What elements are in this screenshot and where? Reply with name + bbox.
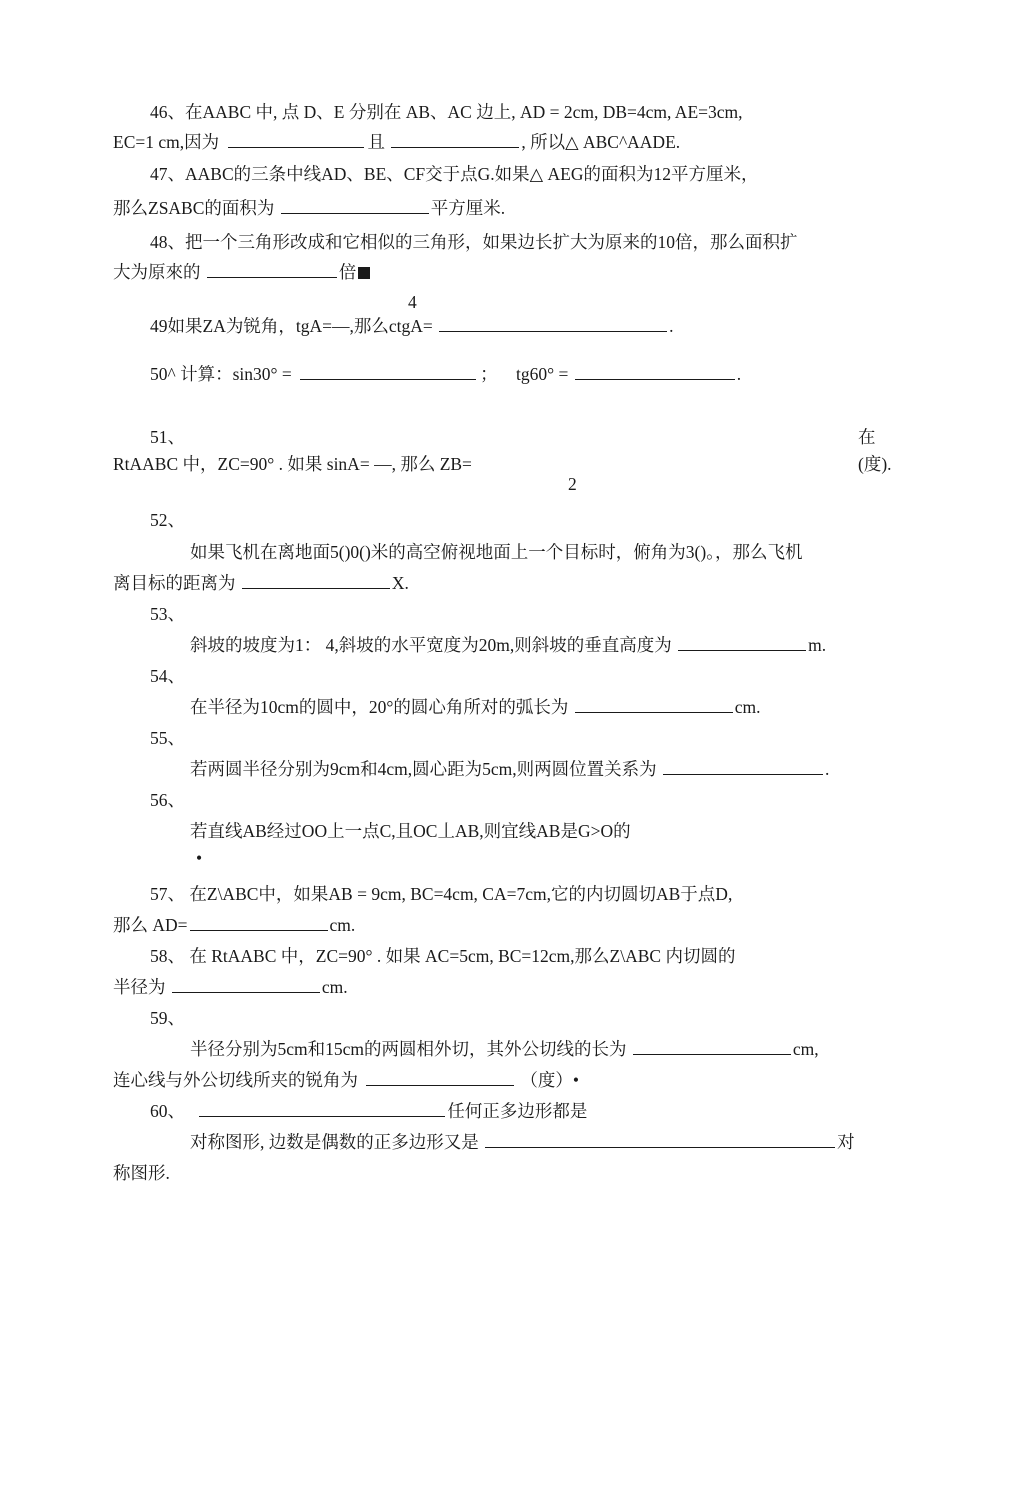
q49-text-b: . (669, 316, 674, 336)
black-square-mark (358, 267, 370, 279)
q48-line1: 48、把一个三角形改成和它相似的三角形，如果边长扩大为原来的10倍，那么面积扩 (150, 232, 798, 252)
q46-line2 (113, 130, 680, 154)
q58-line2 (113, 975, 348, 999)
q49-fraction-numerator: 4 (408, 292, 417, 312)
q54-text-b: cm. (734, 697, 761, 717)
q55-text-a: 若两圆半径分别为9cm和4cm,圆心距为5cm,则两圆位置关系为 (190, 759, 657, 779)
q51-right-text-2: (度). (858, 454, 892, 474)
q60-line2-text-b: 对 (837, 1132, 855, 1152)
q54-line (190, 695, 761, 719)
q49-line (150, 314, 673, 338)
q60-line3: 称图形. (113, 1163, 170, 1183)
q50-blank-tg60[interactable] (575, 363, 735, 380)
q59-blank-tangent-length[interactable] (633, 1038, 791, 1055)
q57-line2 (113, 913, 355, 937)
q58-line2-text-b: cm. (321, 977, 348, 997)
q50-text-b: ； (480, 364, 498, 384)
q48-line2-text-a: 大为原來的 (113, 262, 201, 282)
q47-line2 (113, 196, 505, 220)
q54-text-a: 在半径为10cm的圆中，20°的圆心角所对的弧长为 (190, 697, 569, 717)
q55-line (190, 757, 829, 781)
q57-line1: 57、 在Z\ABC中，如果AB = 9cm, BC=4cm, CA=7cm,它的内切圆切AB于点D, (150, 884, 733, 904)
q51-number: 51、 (150, 427, 185, 447)
q59-line1-text-a: 半径分别为5cm和15cm的两圆相外切，其外公切线的长为 (190, 1039, 627, 1059)
q56-line: 若直线AB经过OO上一点C,且OC丄AB,则宜线AB是G>O的 (190, 821, 631, 841)
q59-blank-angle[interactable] (366, 1069, 514, 1086)
q47-blank[interactable] (281, 197, 429, 214)
q60-blank-2[interactable] (485, 1131, 835, 1148)
q52-blank[interactable] (242, 572, 390, 589)
q52-number: 52、 (150, 510, 185, 530)
q52-line1: 如果飞机在离地面5()0()米的高空俯视地面上一个目标时，俯角为3()。，那么飞机 (190, 542, 803, 562)
q53-text-b: m. (808, 635, 827, 655)
q47-line2-text-a: 那么ZSABC的面积为 (113, 198, 275, 218)
q59-line1-text-b: cm, (792, 1039, 819, 1059)
q57-line2-text-a: 那么 AD= (113, 915, 188, 935)
q51-right-text-1: 在 (858, 427, 876, 447)
q48-line2 (113, 260, 370, 284)
q51-body: RtAABC 中，ZC=90° . 如果 sinA= —, 那么 ZB= (113, 454, 472, 474)
q47-line1: 47、AABC的三条中线AD、BE、CF交于点G.如果△ AEG的面积为12平方厘米， (150, 164, 759, 184)
q58-blank[interactable] (172, 976, 320, 993)
q53-line (190, 633, 826, 657)
q48-line2-text-b: 倍 (338, 262, 357, 282)
q59-line2-text-b: （度）• (520, 1070, 580, 1090)
q53-blank[interactable] (678, 634, 806, 651)
q49-blank[interactable] (439, 315, 667, 332)
q55-blank[interactable] (663, 758, 823, 775)
q58-line1: 58、 在 RtAABC 中，ZC=90° . 如果 AC=5cm, BC=12cm,那么Z\ABC 内切圆的 (150, 946, 736, 966)
q60-blank-1[interactable] (199, 1100, 445, 1117)
q50-text-d: . (736, 364, 742, 384)
q59-number: 59、 (150, 1008, 185, 1028)
q53-text-a: 斜坡的坡度为1： 4,斜坡的水平宽度为20m,则斜坡的垂直高度为 (190, 635, 672, 655)
q59-line2 (113, 1068, 579, 1092)
q46-line1: 46、在AABC 中, 点 D、E 分别在 AB、AC 边上, AD = 2cm, DB=4cm, AE=3cm, (150, 102, 743, 122)
q58-line2-text-a: 半径为 (113, 977, 166, 997)
q50-line (150, 362, 741, 386)
q60-line1-text-b: 任何正多边形都是 (447, 1101, 588, 1121)
q46-blank-1[interactable] (228, 131, 364, 148)
q55-text-b: . (825, 759, 830, 779)
q57-blank[interactable] (190, 914, 328, 931)
q59-line2-text-a: 连心线与外公切线所夹的锐角为 (113, 1070, 358, 1090)
q52-line2-text-b: X. (391, 573, 409, 593)
q52-line2 (113, 571, 409, 595)
q50-blank-sin30[interactable] (300, 363, 476, 380)
q60-line2-text-a: 对称图形, 边数是偶数的正多边形又是 (190, 1132, 479, 1152)
q48-blank[interactable] (207, 261, 337, 278)
q46-line2-text-c: , 所以△ ABC^AADE. (521, 132, 681, 152)
q47-line2-text-b: 平方厘米. (430, 198, 506, 218)
q50-text-c: tg60° = (516, 364, 569, 384)
q54-number: 54、 (150, 666, 185, 686)
q57-line2-text-b: cm. (329, 915, 356, 935)
q51-fraction-denominator: 2 (568, 474, 577, 494)
q52-line2-text-a: 离目标的距离为 (113, 573, 236, 593)
q60-line2 (190, 1130, 855, 1154)
q49-text-a: 49如果ZA为锐角，tgA=—,那么ctgA= (150, 316, 433, 336)
q60-number: 60、 (150, 1101, 185, 1121)
q55-number: 55、 (150, 728, 185, 748)
q53-number: 53、 (150, 604, 185, 624)
q59-line1 (190, 1037, 819, 1061)
q56-dot: • (196, 848, 203, 868)
q54-blank[interactable] (575, 696, 733, 713)
q60-line1 (150, 1099, 587, 1123)
q56-number: 56、 (150, 790, 185, 810)
q46-blank-2[interactable] (391, 131, 519, 148)
q46-line2-text-b: 且 (367, 132, 385, 152)
q50-text-a: 50^ 计算：sin30° = (150, 364, 292, 384)
q46-line2-text-a: EC=1 cm,因为 (113, 132, 220, 152)
